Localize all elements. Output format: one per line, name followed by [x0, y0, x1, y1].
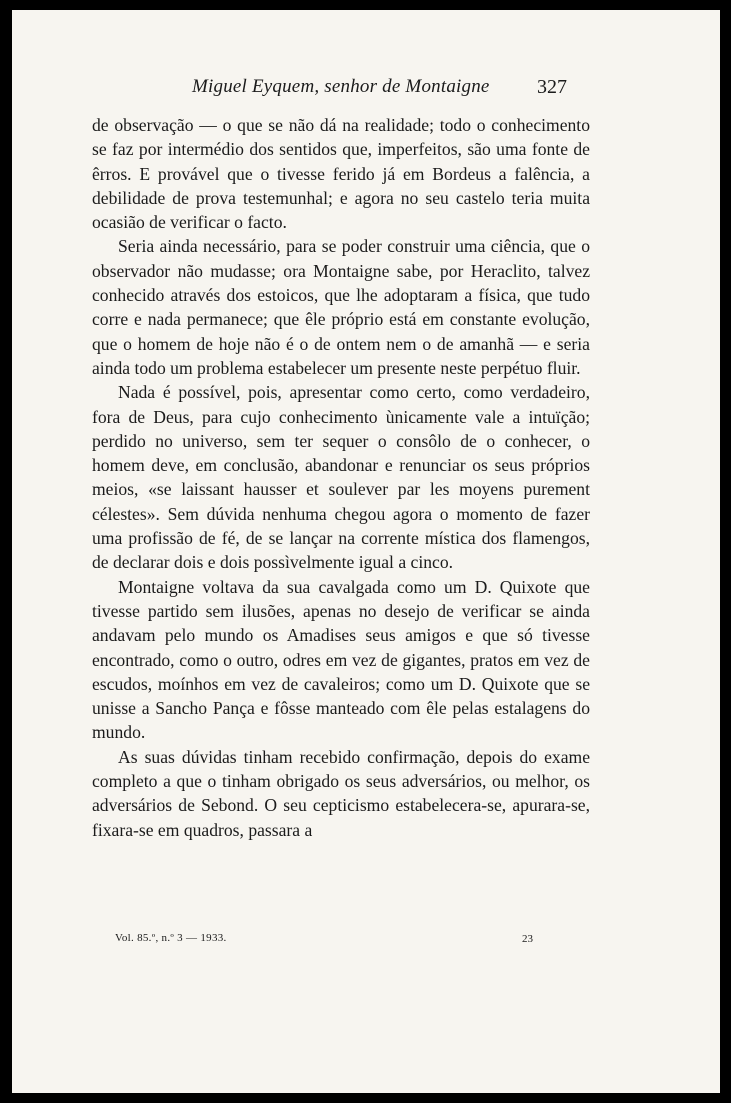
- running-title: Miguel Eyquem, senhor de Montaigne: [192, 76, 490, 97]
- paragraph-1: de observação — o que se não dá na realidade; todo o conhecimento se faz por intermédio dos sentidos que, imperfeitos, são uma fonte de êrros. E provável que o tivesse ferido já em Bordeus a falência, a debilidade de prova testemunhal; e agora no seu castelo teria muita ocasião de verificar o facto.: [92, 115, 590, 233]
- paragraph-5: As suas dúvidas tinham recebido confirmação, depois do exame completo a que o tinham obrigado os seus adversários, ou melhor, os adversários de Sebond. O seu cepticismo estabelecera-se, apurara-se, fixara-se em quadros, passara a: [92, 746, 590, 840]
- paragraph-2: Seria ainda necessário, para se poder construir uma ciência, que o observador não mudasse; ora Montaigne sabe, por Heraclito, talvez conhecido através dos estoicos, que lhe adoptaram a física, que tudo corre e nada permanece; que êle próprio está em constante evolução, que o homem de hoje não é o de ontem nem o de amanhã — e seria ainda todo um problema estabelecer um presente neste perpétuo fluir.: [92, 236, 590, 378]
- body-text: [92, 113, 590, 842]
- page-number: 327: [537, 76, 567, 98]
- book-page: [12, 10, 720, 1093]
- signature-mark: 23: [522, 933, 533, 945]
- paragraph-3: Nada é possível, pois, apresentar como certo, como verdadeiro, fora de Deus, para cujo conhecimento ùnicamente vale a intuïção; perdido no universo, sem ter sequer o consôlo de o conhecer, o homem deve, em conclusão, abandonar e renunciar os seus próprios meios, «se laissant hausser et soulever par les moyens purement célestes». Sem dúvida nenhuma chegou agora o momento de fazer uma profissão de fé, de se lançar na corrente mística dos flamengos, de declarar dois e dois possìvelmente igual a cinco.: [92, 382, 590, 573]
- volume-info: Vol. 85.º, n.º 3 — 1933.: [115, 932, 227, 944]
- paragraph-4: Montaigne voltava da sua cavalgada como um D. Quixote que tivesse partido sem ilusões, apenas no desejo de verificar se ainda andavam pelo mundo os Amadises seus amigos e que só tivesse encontrado, como o outro, odres em vez de gigantes, pratos em vez de escudos, moínhos em vez de cavaleiros; como um D. Quixote que se unisse a Sancho Pança e fôsse manteado com êle pelas estalagens do mundo.: [92, 576, 590, 743]
